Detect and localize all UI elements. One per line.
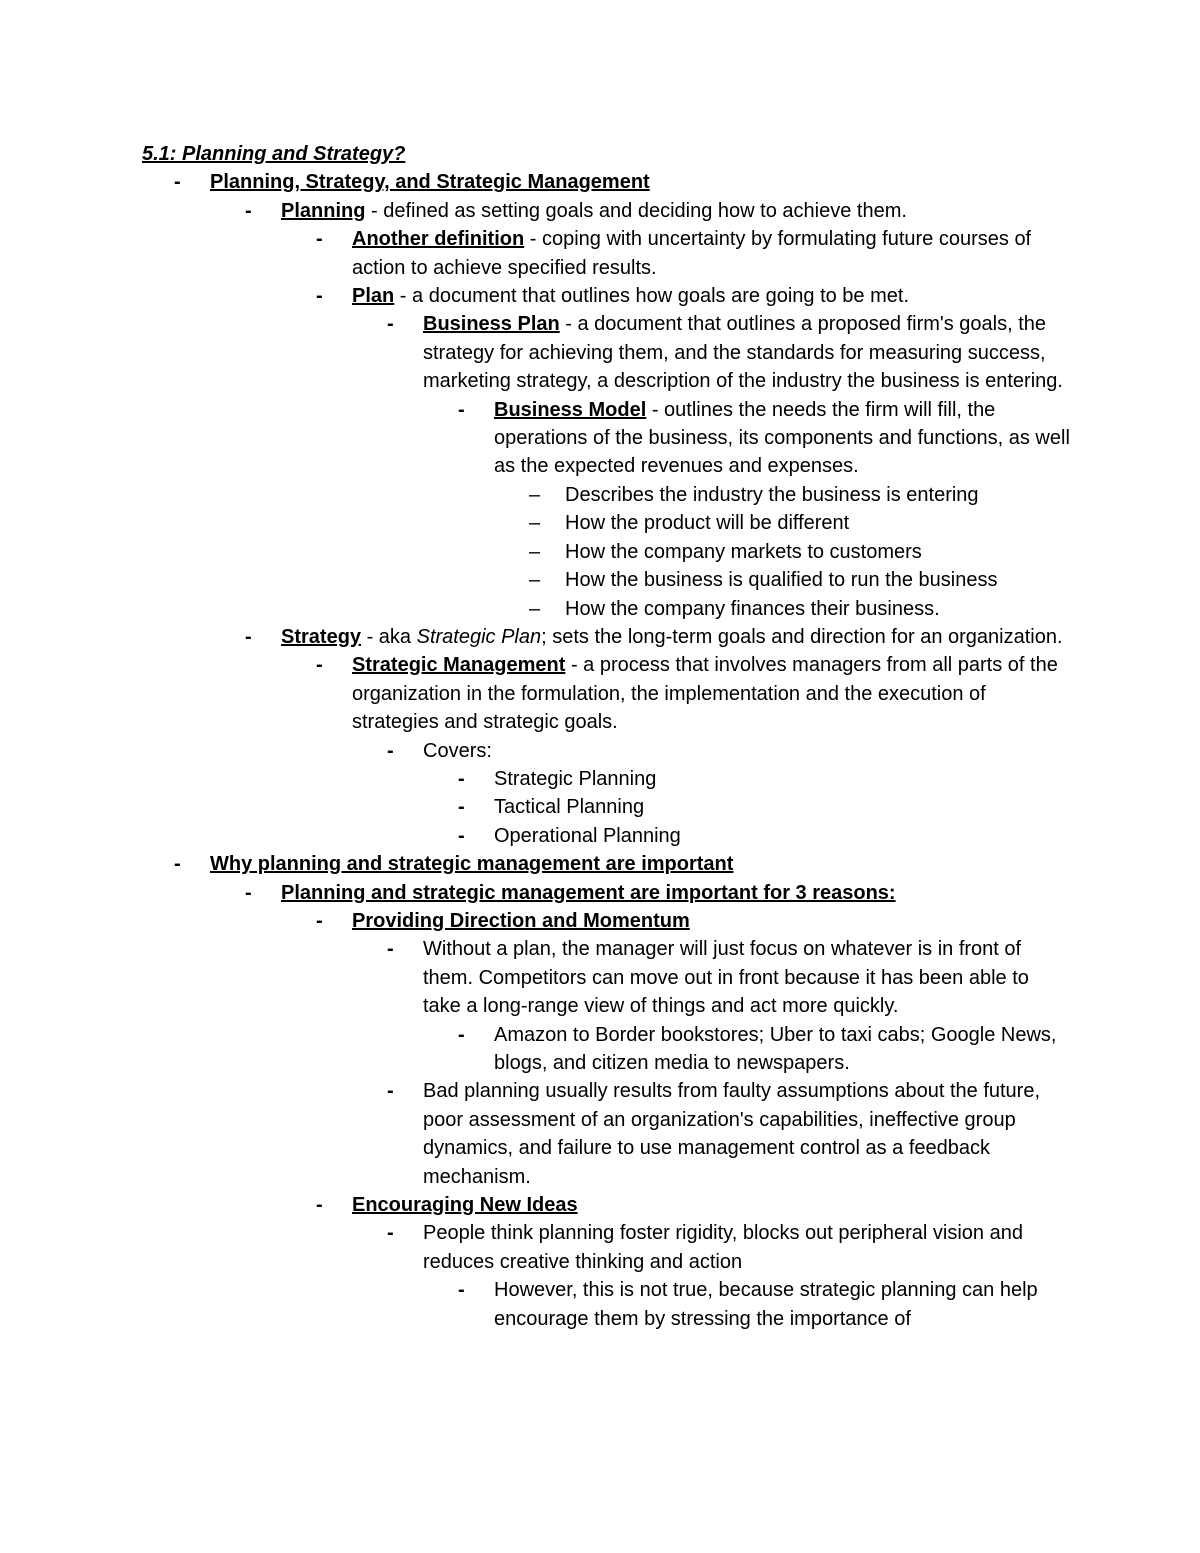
list-item-text: Tactical Planning — [494, 796, 645, 819]
list-item-term: Encouraging New Ideas — [352, 1194, 578, 1217]
list-item-text: Amazon to Border bookstores; Uber to taxi cabs; Google News, blogs, and citizen media to newspapers. — [494, 1023, 1057, 1074]
bullet-dash: - — [458, 767, 465, 790]
bullet-dash: – — [529, 569, 541, 592]
list-item-term: Business Plan — [423, 313, 560, 336]
list-item — [142, 623, 1072, 651]
list-item — [142, 737, 1072, 765]
list-item — [142, 566, 1072, 594]
list-item — [142, 282, 1072, 310]
bullet-dash: - — [458, 1023, 465, 1046]
list-item — [142, 168, 1072, 196]
list-item-text: Strategic Planning — [494, 767, 657, 790]
bullet-dash: - — [458, 1279, 465, 1302]
list-item — [142, 1276, 1072, 1333]
list-item — [142, 538, 1072, 566]
list-item — [142, 509, 1072, 537]
list-item-text: - defined as setting goals and deciding how to achieve them. — [365, 199, 907, 222]
list-item — [142, 481, 1072, 509]
bullet-dash: - — [387, 739, 394, 762]
bullet-dash: - — [387, 1080, 394, 1103]
bullet-dash: - — [458, 824, 465, 847]
bullet-dash: – — [529, 483, 541, 506]
bullet-dash: - — [387, 1222, 394, 1245]
list-item-text: Describes the industry the business is entering — [565, 483, 979, 506]
list-item-text: - a document that outlines how goals are going to be met. — [394, 285, 910, 308]
bullet-dash: - — [245, 199, 252, 222]
list-item — [142, 310, 1072, 395]
list-item — [142, 1219, 1072, 1276]
list-item — [142, 935, 1072, 1020]
list-item-text: Covers: — [423, 739, 492, 762]
list-item-term: Another definition — [352, 228, 525, 251]
document-page — [142, 140, 1072, 1333]
list-item-term: Strategy — [281, 625, 362, 648]
bullet-dash: - — [387, 938, 394, 961]
list-item-text: - outlines the needs the firm will fill, the operations of the business, its components and functions, as well as the expected revenues and expenses. — [494, 398, 1070, 478]
list-item — [142, 1021, 1072, 1078]
list-item — [142, 651, 1072, 736]
list-item-term: Why planning and strategic management are important — [210, 853, 734, 876]
list-item-text: - coping with uncertainty by formulating future courses of action to achieve specified results. — [352, 228, 1032, 279]
list-item — [142, 822, 1072, 850]
bullet-dash: - — [316, 654, 323, 677]
list-item — [142, 1077, 1072, 1191]
list-item — [142, 907, 1072, 935]
list-item — [142, 793, 1072, 821]
bullet-dash: - — [316, 285, 323, 308]
list-item-text: How the company markets to customers — [565, 540, 922, 563]
outline-list — [142, 168, 1072, 1333]
list-item-term: Plan — [352, 285, 395, 308]
list-item-text: - aka — [361, 625, 417, 648]
bullet-dash: – — [529, 540, 541, 563]
bullet-dash: - — [245, 625, 252, 648]
bullet-dash: - — [316, 1194, 323, 1217]
list-item-text: People think planning foster rigidity, blocks out peripheral vision and reduces creative thinking and action — [423, 1222, 1023, 1273]
list-item-text: ; sets the long-term goals and direction for an organization. — [541, 625, 1063, 648]
bullet-dash: - — [316, 228, 323, 251]
list-item-text: Bad planning usually results from faulty assumptions about the future, poor assessment of an organization's capabilities, ineffective group dynamics, and failure to use management control as a feedback mechanism. — [423, 1080, 1041, 1188]
bullet-dash: - — [245, 881, 252, 904]
bullet-dash: - — [316, 909, 323, 932]
list-item-text: How the company finances their business. — [565, 597, 940, 620]
list-item-term: Providing Direction and Momentum — [352, 909, 690, 932]
list-item-term: Planning and strategic management are important for 3 reasons: — [281, 881, 896, 904]
list-item — [142, 396, 1072, 481]
list-item-text: However, this is not true, because strategic planning can help encourage them by stressing the importance of — [494, 1279, 1038, 1330]
list-item — [142, 595, 1072, 623]
list-item-text: Operational Planning — [494, 824, 681, 847]
list-item-term: Strategic Management — [352, 654, 566, 677]
list-item-term: Planning, Strategy, and Strategic Management — [210, 171, 650, 194]
list-item — [142, 1191, 1072, 1219]
bullet-dash: - — [458, 398, 465, 421]
list-item — [142, 765, 1072, 793]
section-heading: 5.1: Planning and Strategy? — [142, 143, 406, 165]
list-item-text: How the product will be different — [565, 512, 850, 535]
list-item-text: - a process that involves managers from all parts of the organization in the formulation, the implementation and the execution of strategies and strategic goals. — [352, 654, 1058, 734]
list-item — [142, 850, 1072, 878]
bullet-dash: – — [529, 597, 541, 620]
bullet-dash: - — [458, 796, 465, 819]
list-item — [142, 197, 1072, 225]
list-item — [142, 879, 1072, 907]
list-item-italic: Strategic Plan — [416, 625, 542, 648]
bullet-dash: - — [174, 171, 181, 194]
list-item — [142, 225, 1072, 282]
list-item-text: - a document that outlines a proposed firm's goals, the strategy for achieving them, and the standards for measuring success, marketing strategy, a description of the industry the business is entering. — [423, 313, 1063, 393]
bullet-dash: - — [387, 313, 394, 336]
bullet-dash: - — [174, 853, 181, 876]
bullet-dash: – — [529, 512, 541, 535]
list-item-term: Planning — [281, 199, 366, 222]
list-item-text: Without a plan, the manager will just focus on whatever is in front of them. Competitors can move out in front because it has been able to take a long-range view of things and act more quickly. — [423, 938, 1029, 1018]
list-item-term: Business Model — [494, 398, 647, 421]
list-item-text: How the business is qualified to run the business — [565, 569, 998, 592]
